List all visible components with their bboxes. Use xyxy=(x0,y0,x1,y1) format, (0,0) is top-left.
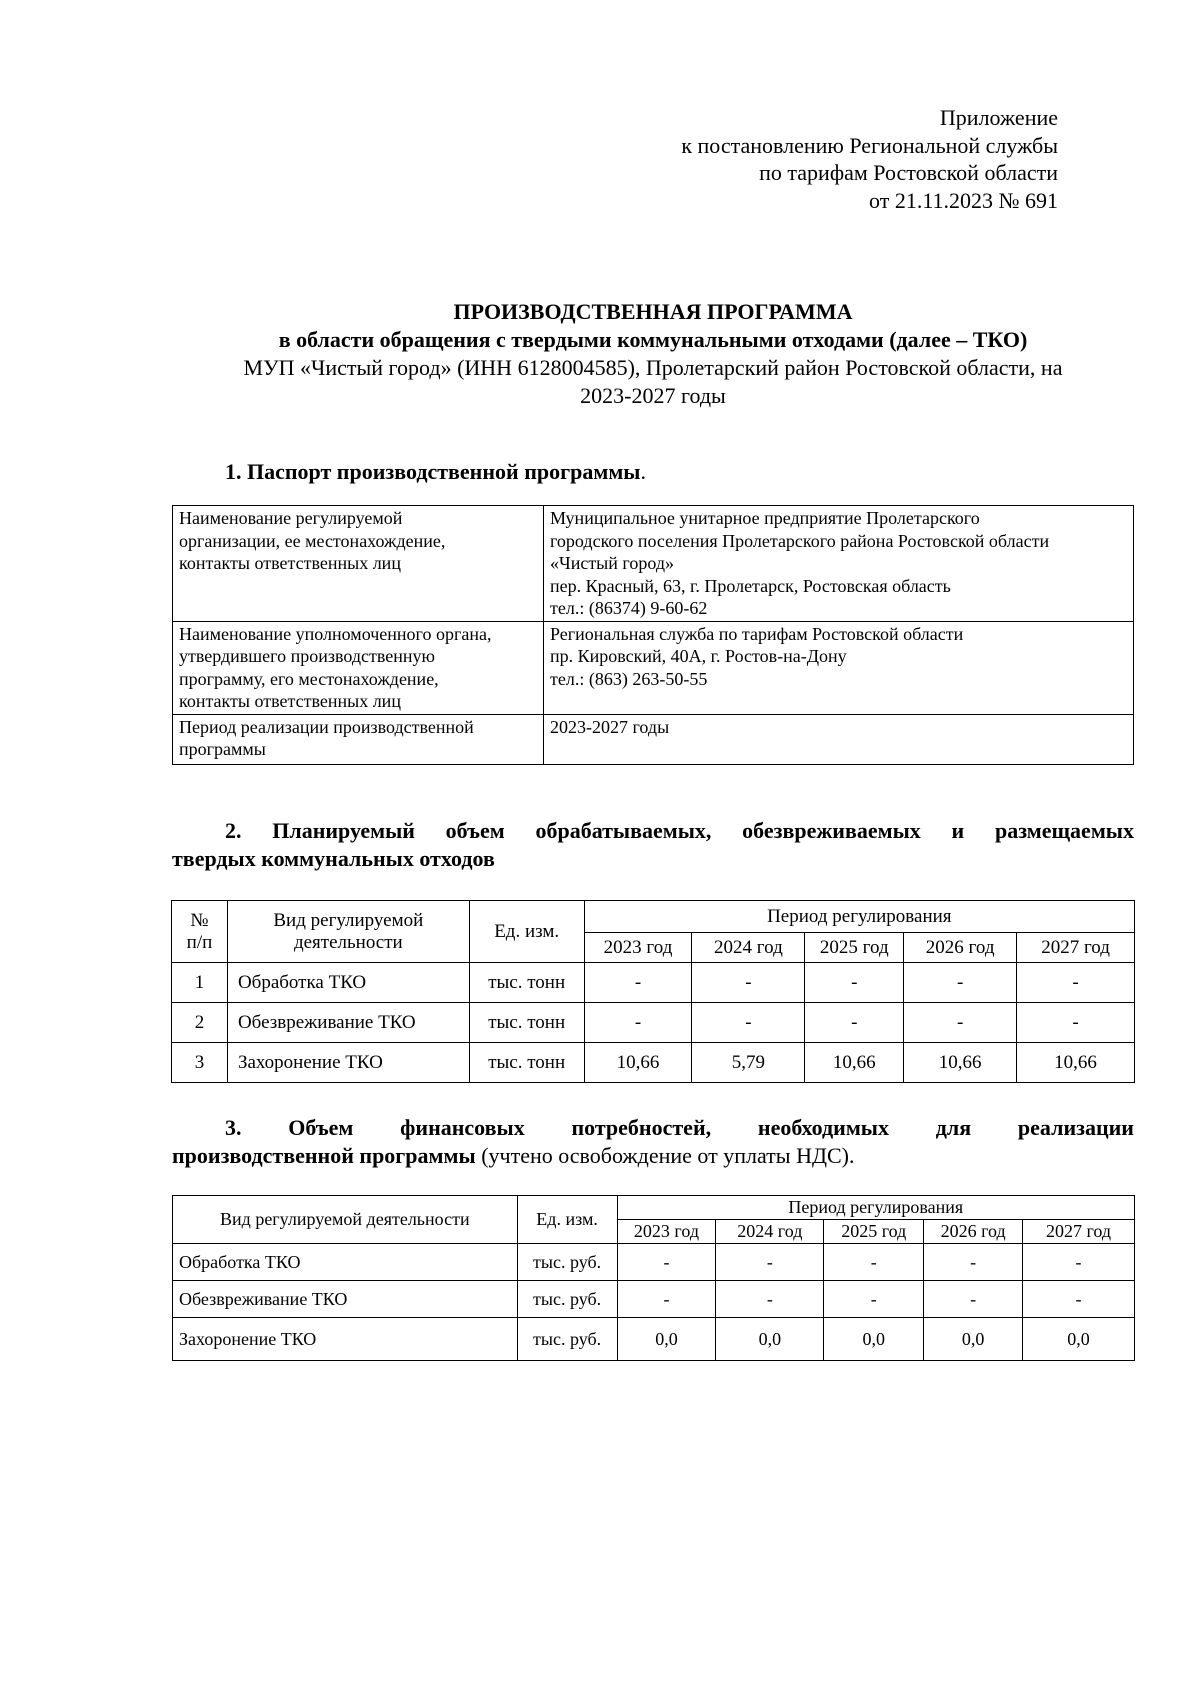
section1-heading: 1. Паспорт производственной программы. xyxy=(225,459,646,484)
cell-no: 2 xyxy=(172,1003,228,1043)
cell-value: 10,66 xyxy=(1017,1043,1135,1083)
table-row xyxy=(173,1281,1135,1318)
appendix-line: по тарифам Ростовской области xyxy=(759,160,1058,185)
header-period: Период регулирования xyxy=(617,1196,1134,1220)
header-activity: Вид регулируемой деятельности xyxy=(227,901,469,963)
appendix-date: от 21.11.2023 № 691 xyxy=(869,187,1058,213)
cell-value: 0,0 xyxy=(1023,1318,1135,1361)
cell-value: - xyxy=(584,1003,692,1043)
cell-unit: тыс. руб. xyxy=(517,1281,617,1318)
header-year: 2026 год xyxy=(924,1220,1023,1244)
cell-value: - xyxy=(617,1244,716,1281)
table-row xyxy=(172,1003,1135,1043)
cell-value: - xyxy=(805,1003,904,1043)
cell-value: - xyxy=(1023,1244,1135,1281)
table-row xyxy=(172,1043,1135,1083)
appendix-line: к постановлению Региональной службы xyxy=(681,132,1058,158)
header-year: 2024 год xyxy=(716,1220,824,1244)
header-year: 2023 год xyxy=(617,1220,716,1244)
cell-activity: Обезвреживание ТКО xyxy=(173,1281,518,1318)
cell-value: 0,0 xyxy=(617,1318,716,1361)
header-year: 2025 год xyxy=(805,933,904,963)
volume-table xyxy=(171,900,1135,1083)
header-unit: Ед. изм. xyxy=(517,1196,617,1244)
passport-table xyxy=(172,505,1134,765)
cell-unit: тыс. тонн xyxy=(469,1003,584,1043)
header-no: № п/п xyxy=(172,901,228,963)
table-row xyxy=(172,963,1135,1003)
passport-value: Региональная служба по тарифам Ростовской области пр. Кировский, 40А, г. Ростов-на-Дону тел.: (863) 263-50-55 xyxy=(544,621,1134,714)
cell-value: - xyxy=(924,1281,1023,1318)
passport-value: Муниципальное унитарное предприятие Пролетарского городского поселения Пролетарского района Ростовской области «Чистый город» пер. Красный, 63, г. Пролетарск, Ростовская область тел.: (86374) 9-60-62 xyxy=(544,506,1134,622)
cell-activity: Обработка ТКО xyxy=(227,963,469,1003)
cell-no: 1 xyxy=(172,963,228,1003)
table-header-row xyxy=(173,1196,1135,1220)
cell-value: - xyxy=(692,1003,805,1043)
cell-activity: Обработка ТКО xyxy=(173,1244,518,1281)
cell-no: 3 xyxy=(172,1043,228,1083)
cell-value: - xyxy=(904,1003,1017,1043)
cell-value: - xyxy=(924,1244,1023,1281)
section3-heading: 3. Объем финансовых потребностей, необходимых для реализации производственной программы (учтено освобождение от уплаты НДС). xyxy=(172,1115,1134,1168)
cell-value: - xyxy=(1023,1281,1135,1318)
cell-value: - xyxy=(824,1244,924,1281)
cell-value: - xyxy=(584,963,692,1003)
header-activity: Вид регулируемой деятельности xyxy=(173,1196,518,1244)
title-sub: в области обращения с твердыми коммунальными отходами (далее – ТКО) xyxy=(278,327,1028,352)
cell-value: - xyxy=(824,1281,924,1318)
header-year: 2027 год xyxy=(1023,1220,1135,1244)
header-period: Период регулирования xyxy=(584,901,1134,933)
header-year: 2024 год xyxy=(692,933,805,963)
cell-unit: тыс. руб. xyxy=(517,1318,617,1361)
cell-value: - xyxy=(1017,1003,1135,1043)
table-row xyxy=(173,621,1134,714)
passport-label: Наименование регулируемой организации, ее местонахождение, контакты ответственных лиц xyxy=(173,506,544,622)
table-row xyxy=(173,1244,1135,1281)
section2-heading: 2. Планируемый объем обрабатываемых, обезвреживаемых и размещаемых твердых коммунальных отходов xyxy=(172,818,1134,871)
passport-label: Период реализации производственной программы xyxy=(173,714,544,764)
table-row xyxy=(173,506,1134,622)
cell-unit: тыс. руб. xyxy=(517,1244,617,1281)
header-year: 2023 год xyxy=(584,933,692,963)
table-header-row xyxy=(172,901,1135,933)
appendix-line: Приложение xyxy=(939,105,1058,130)
cell-value: - xyxy=(805,963,904,1003)
cell-value: 0,0 xyxy=(716,1318,824,1361)
cell-activity: Обезвреживание ТКО xyxy=(227,1003,469,1043)
passport-label: Наименование уполномоченного органа, утвердившего производственную программу, его местонахождение, контакты ответственных лиц xyxy=(173,621,544,714)
table-row xyxy=(173,714,1134,764)
header-year: 2025 год xyxy=(824,1220,924,1244)
finance-table xyxy=(172,1195,1135,1361)
cell-value: 5,79 xyxy=(692,1043,805,1083)
table-row xyxy=(173,1318,1135,1361)
cell-activity: Захоронение ТКО xyxy=(173,1318,518,1361)
cell-activity: Захоронение ТКО xyxy=(227,1043,469,1083)
cell-value: - xyxy=(692,963,805,1003)
cell-value: - xyxy=(716,1244,824,1281)
cell-value: - xyxy=(1017,963,1135,1003)
cell-value: 0,0 xyxy=(924,1318,1023,1361)
header-unit: Ед. изм. xyxy=(469,901,584,963)
cell-unit: тыс. тонн xyxy=(469,1043,584,1083)
cell-unit: тыс. тонн xyxy=(469,963,584,1003)
passport-value: 2023-2027 годы xyxy=(544,714,1134,764)
document-title xyxy=(172,298,1134,410)
appendix-block xyxy=(681,104,1058,214)
title-main: ПРОИЗВОДСТВЕННАЯ ПРОГРАММА xyxy=(453,299,853,324)
cell-value: 10,66 xyxy=(805,1043,904,1083)
cell-value: - xyxy=(617,1281,716,1318)
cell-value: 10,66 xyxy=(904,1043,1017,1083)
header-year: 2027 год xyxy=(1017,933,1135,963)
cell-value: - xyxy=(904,963,1017,1003)
title-years: 2023-2027 годы xyxy=(580,383,726,408)
title-org: МУП «Чистый город» (ИНН 6128004585), Пролетарский район Ростовской области, на xyxy=(243,355,1063,380)
cell-value: 10,66 xyxy=(584,1043,692,1083)
cell-value: - xyxy=(716,1281,824,1318)
cell-value: 0,0 xyxy=(824,1318,924,1361)
header-year: 2026 год xyxy=(904,933,1017,963)
